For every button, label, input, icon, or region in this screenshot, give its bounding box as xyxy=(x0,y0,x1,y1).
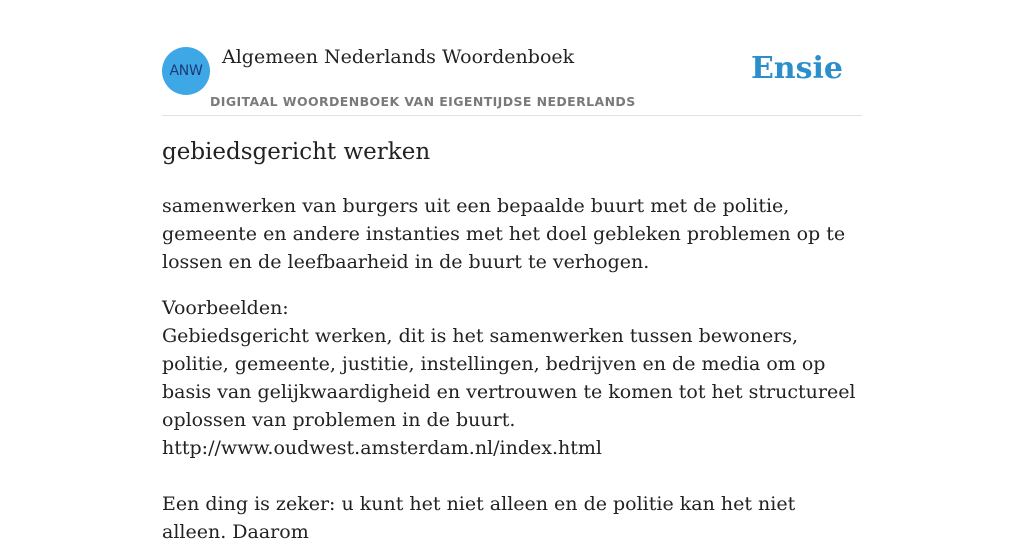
entry-definition: samenwerken van burgers uit een bepaalde buurt met de politie, gemeente en andere instanties met het doel gebleken problemen op te lossen en de leefbaarheid in de buurt te verhogen. xyxy=(162,195,846,273)
site-header xyxy=(162,0,862,116)
example-text: Gebiedsgericht werken, dit is het samenwerken tussen bewoners, politie, gemeente, justitie, instellingen, bedrijven en de media om op basis van gelijkwaardigheid en vertrouwen te komen tot het structureel oplossen van problemen in de buurt. xyxy=(162,325,856,431)
ensie-logo[interactable]: Ensie xyxy=(750,51,843,86)
content-container xyxy=(162,0,862,543)
example-spacer xyxy=(162,462,862,490)
example-source-link[interactable]: http://www.oudwest.amsterdam.nl/index.html xyxy=(162,437,602,459)
anw-logo-text: ANW xyxy=(169,63,203,79)
entry-term: gebiedsgericht werken xyxy=(162,139,431,165)
example-text: Een ding is zeker: u kunt het niet alleen en de politie kan het niet alleen. Daarom xyxy=(162,493,796,543)
examples-section xyxy=(162,294,862,546)
dictionary-subtitle: DIGITAAL WOORDENBOEK VAN EIGENTIJDSE NEDERLANDS xyxy=(210,94,636,109)
dictionary-title[interactable]: Algemeen Nederlands Woordenboek xyxy=(222,46,575,68)
examples-label: Voorbeelden: xyxy=(162,297,289,319)
anw-logo[interactable] xyxy=(162,47,210,95)
